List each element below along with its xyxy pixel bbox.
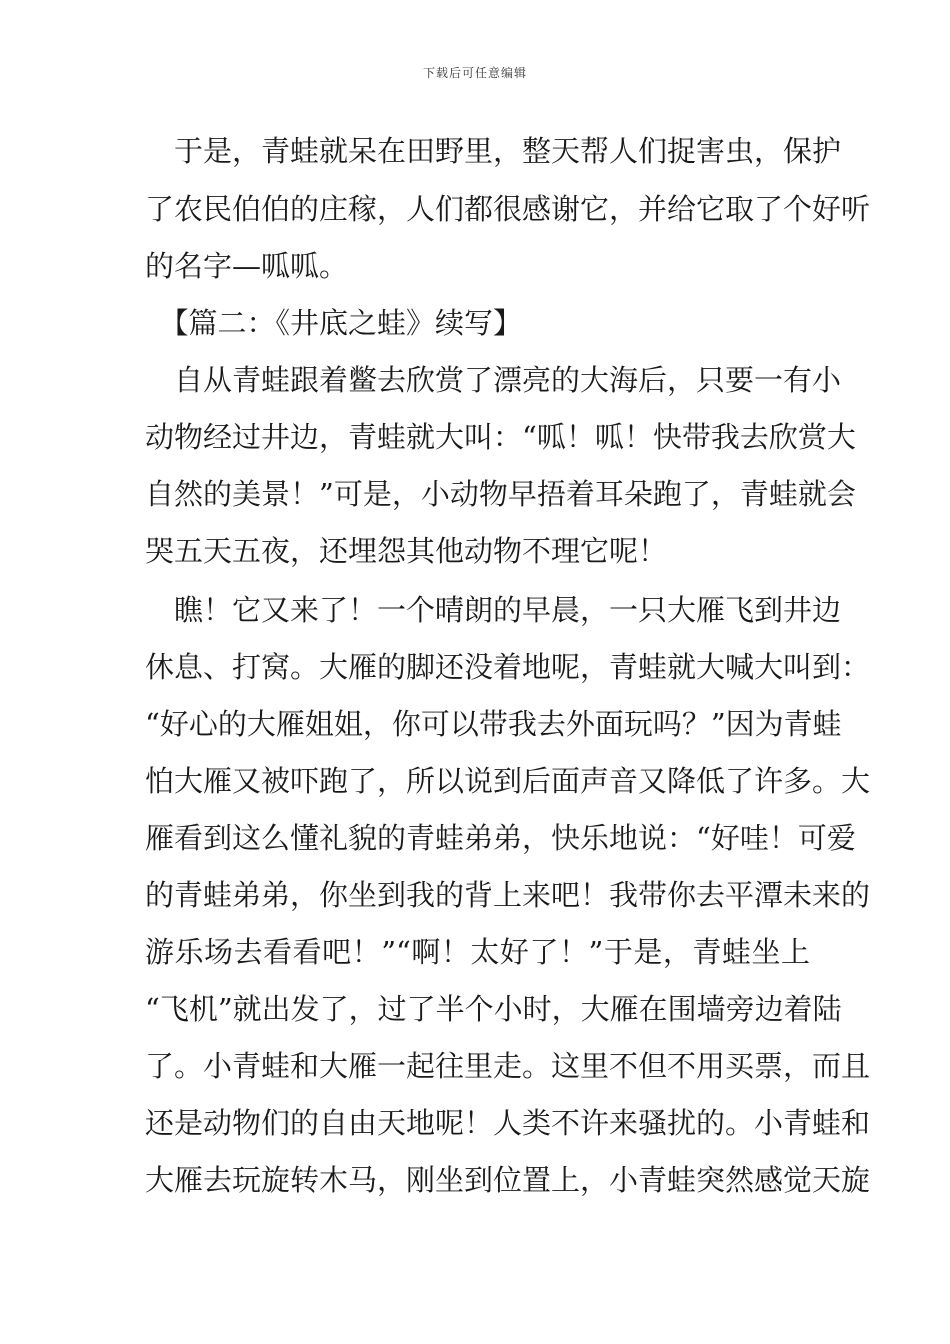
paragraph-2-line-1: 自从青蛙跟着鳖去欣赏了漂亮的大海后，只要一有小 [145, 363, 842, 397]
paragraph-3-line-11: 大雁去玩旋转木马，刚坐到位置上，小青蛙突然感觉天旋 [145, 1163, 871, 1197]
paragraph-3-line-10: 还是动物们的自由天地呢！人类不许来骚扰的。小青蛙和 [145, 1106, 871, 1140]
paragraph-3-line-6: 的青蛙弟弟，你坐到我的背上来吧！我带你去平潭未来的 [145, 878, 871, 912]
paragraph-1-line-3: 的名字—呱呱。 [145, 249, 349, 283]
paragraph-3-line-7: 游乐场去看看吧！”“啊！太好了！”于是，青蛙坐上 [145, 935, 810, 969]
page-header: 下载后可任意编辑 [422, 66, 527, 80]
paragraph-3-line-8: “飞机”就出发了，过了半个小时，大雁在围墙旁边着陆 [145, 992, 842, 1026]
paragraph-3-line-1: 瞧！它又来了！一个晴朗的早晨，一只大雁飞到井边 [145, 593, 842, 627]
paragraph-2-line-2: 动物经过井边，青蛙就大叫：“呱！呱！快带我去欣赏大 [145, 420, 856, 454]
paragraph-2-line-3: 自然的美景！”可是，小动物早捂着耳朵跑了，青蛙就会 [145, 477, 856, 511]
paragraph-2-line-4: 哭五天五夜，还埋怨其他动物不理它呢！ [145, 534, 668, 568]
paragraph-3-line-3: “好心的大雁姐姐，你可以带我去外面玩吗？”因为青蛙 [145, 707, 842, 741]
paragraph-1-line-2: 了农民伯伯的庄稼，人们都很感谢它，并给它取了个好听 [145, 192, 871, 226]
paragraph-1-line-1: 于是，青蛙就呆在田野里，整天帮人们捉害虫，保护 [145, 134, 842, 168]
paragraph-3-line-5: 雁看到这么懂礼貌的青蛙弟弟，快乐地说：“好哇！可爱 [145, 821, 856, 855]
section-heading: 【篇二：《井底之蛙》续写】 [145, 306, 523, 340]
paragraph-3-line-9: 了。小青蛙和大雁一起往里走。这里不但不用买票，而且 [145, 1049, 871, 1083]
paragraph-3-line-4: 怕大雁又被吓跑了，所以说到后面声音又降低了许多。大 [145, 764, 871, 798]
paragraph-3-line-2: 休息、打窝。大雁的脚还没着地呢，青蛙就大喊大叫到： [145, 650, 871, 684]
